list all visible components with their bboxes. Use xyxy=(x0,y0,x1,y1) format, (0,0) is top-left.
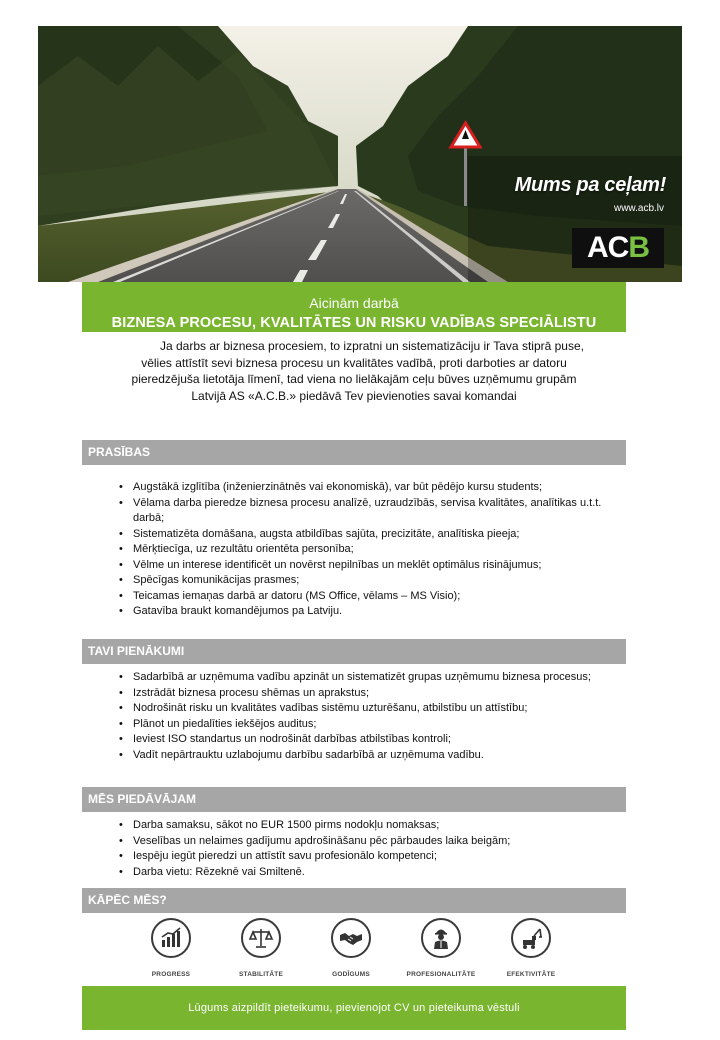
hero-banner xyxy=(38,26,682,282)
application-footer: Lūgums aizpildīt pieteikumu, pievienojot CV un pieteikuma vēstuli xyxy=(82,986,626,1030)
list-item: • Plānot un piedalīties iekšējos auditus; xyxy=(133,717,623,733)
tagline: Mums pa ceļam! xyxy=(514,174,666,196)
list-item: • Nodrošināt risku un kvalitātes vadības sistēmu uzturēšanu, atbilstību un attīstību; xyxy=(133,701,623,717)
offer-list xyxy=(133,818,623,880)
list-item: • Darba vietu: Rēzeknē vai Smiltenē. xyxy=(133,865,623,881)
intro-line: Ja darbs ar biznesa procesiem, to izpratni un sistematizāciju ir Tava stiprā puse, xyxy=(160,339,584,353)
intro-line: pieredzējuša lietotāja līmenī, tad viena no lielākajām ceļu būves uzņēmumu grupām xyxy=(131,372,577,386)
list-item: • Vēlme un interese identificēt un novērst nepilnības un meklēt optimālus risinājumus; xyxy=(133,558,623,574)
logo-text-white: AC xyxy=(586,231,629,264)
section-header-offer: MĒS PIEDĀVĀJAM xyxy=(82,787,626,812)
page-subtitle: Aicinām darbā xyxy=(309,295,399,311)
logo-text-green: B xyxy=(628,231,649,264)
website-url[interactable]: www.acb.lv xyxy=(613,203,664,214)
list-item: • Gatavība braukt komandējumos pa Latviju. xyxy=(133,604,623,620)
list-item: • Teicamas iemaņas darbā ar datoru (MS Office, vēlams – MS Visio); xyxy=(133,589,623,605)
list-item: • Spēcīgas komunikācijas prasmes; xyxy=(133,573,623,589)
requirements-list xyxy=(133,480,623,620)
list-item: • Sistematizēta domāšana, augsta atbildības sajūta, precizitāte, analītiska pieeja; xyxy=(133,527,623,543)
list-item: • Vēlama darba pieredze biznesa procesu analīzē, uzraudzībās, servisa kvalitātes, analītikas u.t.t. darbā; xyxy=(133,496,623,527)
section-header-requirements: PRASĪBAS xyxy=(82,440,626,465)
value-stability xyxy=(216,918,306,978)
scales-icon xyxy=(241,918,281,958)
value-label: GODĪGUMS xyxy=(332,971,370,978)
chart-icon xyxy=(151,918,191,958)
list-item: • Iespēju iegūt pieredzi un attīstīt savu profesionālo kompetenci; xyxy=(133,849,623,865)
page-title: BIZNESA PROCESU, KVALITĀTES UN RISKU VADĪBAS SPECIĀLISTU xyxy=(111,315,597,331)
list-item: • Augstākā izglītība (inženierzinātnēs vai ekonomiskā), var būt pēdējo kursu students; xyxy=(133,480,623,496)
crane-icon xyxy=(511,918,551,958)
worker-icon xyxy=(421,918,461,958)
list-item: • Ieviest ISO standartus un nodrošināt darbības atbilstības kontroli; xyxy=(133,732,623,748)
list-item: • Sadarbībā ar uzņēmuma vadību apzināt un sistematizēt grupas uzņēmumu biznesa procesus; xyxy=(133,670,623,686)
intro-line: Latvijā AS «A.C.B.» piedāvā Tev pievienoties savai komandai xyxy=(191,388,517,403)
value-efficiency xyxy=(486,918,576,978)
duties-list xyxy=(133,670,623,763)
value-label: PROFESIONALITĀTE xyxy=(406,971,476,978)
value-progress xyxy=(126,918,216,978)
intro-line: vēlies attīstīt sevi biznesa procesu un kvalitātes vadībā, proti darboties ar datoru xyxy=(141,355,567,370)
list-item: • Izstrādāt biznesa procesu shēmas un aprakstus; xyxy=(133,686,623,702)
values-icons-row xyxy=(126,918,586,982)
value-label: EFEKTIVITĀTE xyxy=(506,971,556,978)
value-label: STABILITĀTE xyxy=(239,971,283,978)
intro-text xyxy=(82,338,626,404)
section-header-duties: TAVI PIENĀKUMI xyxy=(82,639,626,664)
list-item: • Darba samaksu, sākot no EUR 1500 pirms nodokļu nomaksas; xyxy=(133,818,623,834)
list-item: • Vadīt nepārtrauktu uzlabojumu darbību sadarbībā ar uzņēmuma vadību. xyxy=(133,748,623,764)
value-label: PROGRESS xyxy=(151,971,191,978)
value-professionalism xyxy=(396,918,486,978)
value-honesty xyxy=(306,918,396,978)
handshake-icon xyxy=(331,918,371,958)
title-banner xyxy=(82,282,626,332)
acb-logo xyxy=(572,228,664,268)
list-item: • Mērķtiecīga, uz rezultātu orientēta personība; xyxy=(133,542,623,558)
section-header-why: KĀPĒC MĒS? xyxy=(82,888,626,913)
list-item: • Veselības un nelaimes gadījumu apdrošināšanu pēc pārbaudes laika beigām; xyxy=(133,834,623,850)
